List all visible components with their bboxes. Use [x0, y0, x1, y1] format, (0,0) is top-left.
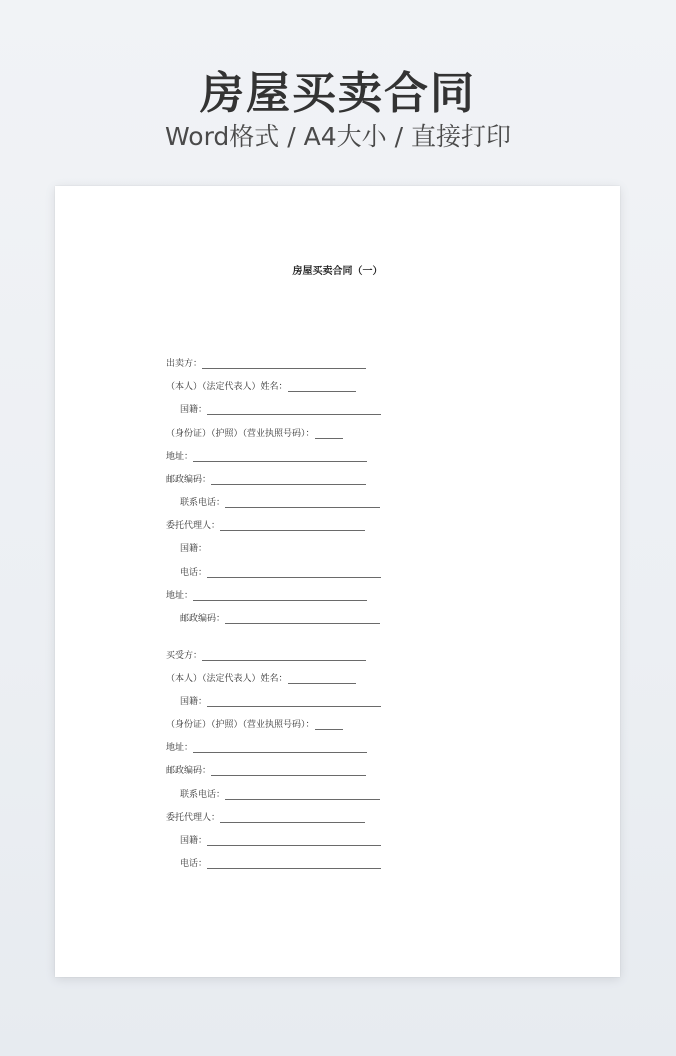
- buyer-agent-phone-blank: [207, 868, 381, 869]
- seller-row: [166, 356, 366, 370]
- seller-label: 出卖方：: [166, 359, 203, 369]
- seller-agent-nationality-row: [180, 541, 207, 555]
- seller-nationality-blank: [207, 414, 381, 415]
- seller-agent-postcode-row: [180, 611, 380, 625]
- seller-agent-address-blank: [193, 600, 367, 601]
- buyer-phone-label: 联系电话：: [180, 790, 226, 800]
- seller-phone-label: 联系电话：: [180, 498, 226, 508]
- seller-rep-name-blank: [288, 391, 356, 392]
- seller-address-blank: [193, 461, 367, 462]
- buyer-nationality-label: 国籍：: [180, 697, 208, 707]
- seller-id-blank: [315, 438, 343, 439]
- seller-agent-row: [166, 518, 365, 532]
- buyer-agent-phone-label: 电话：: [180, 859, 208, 869]
- seller-nationality-row: [180, 402, 381, 416]
- buyer-agent-blank: [220, 822, 365, 823]
- buyer-postcode-row: [166, 763, 366, 777]
- seller-agent-address-label: 地址：: [166, 591, 194, 601]
- seller-agent-phone-blank: [207, 577, 381, 578]
- buyer-postcode-label: 邮政编码：: [166, 766, 212, 776]
- buyer-agent-row: [166, 810, 365, 824]
- buyer-agent-nationality-row: [180, 833, 381, 847]
- document-page: [55, 186, 620, 977]
- buyer-address-row: [166, 740, 367, 754]
- seller-agent-phone-row: [180, 565, 381, 579]
- seller-agent-postcode-label: 邮政编码：: [180, 614, 226, 624]
- buyer-agent-nationality-blank: [207, 845, 381, 846]
- seller-id-label: （身份证）（护照）（营业执照号码）：: [166, 429, 315, 439]
- buyer-phone-blank: [225, 799, 380, 800]
- seller-address-row: [166, 449, 367, 463]
- buyer-rep-name-row: [166, 671, 356, 685]
- buyer-nationality-blank: [207, 706, 381, 707]
- seller-agent-nationality-label: 国籍：: [180, 544, 208, 554]
- seller-rep-name-row: [166, 379, 356, 393]
- seller-phone-blank: [225, 507, 380, 508]
- seller-agent-phone-label: 电话：: [180, 568, 208, 578]
- seller-blank: [202, 368, 366, 369]
- buyer-postcode-blank: [211, 775, 366, 776]
- buyer-id-label: （身份证）（护照）（营业执照号码）：: [166, 720, 315, 730]
- buyer-agent-nationality-label: 国籍：: [180, 836, 208, 846]
- seller-phone-row: [180, 495, 380, 509]
- seller-postcode-label: 邮政编码：: [166, 475, 212, 485]
- document-title: 房屋买卖合同（一）: [292, 266, 383, 277]
- buyer-rep-name-label: （本人）（法定代表人）姓名：: [166, 674, 288, 684]
- buyer-agent-phone-row: [180, 856, 381, 870]
- buyer-rep-name-blank: [288, 683, 356, 684]
- buyer-id-row: [166, 717, 343, 731]
- buyer-phone-row: [180, 787, 380, 801]
- promo-subtitle: Word格式 / A4大小 / 直接打印: [165, 122, 511, 151]
- seller-postcode-blank: [211, 484, 366, 485]
- buyer-address-label: 地址：: [166, 743, 194, 753]
- seller-agent-blank: [220, 530, 365, 531]
- buyer-nationality-row: [180, 694, 381, 708]
- seller-id-row: [166, 426, 343, 440]
- seller-nationality-label: 国籍：: [180, 405, 208, 415]
- buyer-id-blank: [315, 729, 343, 730]
- seller-agent-label: 委托代理人：: [166, 521, 221, 531]
- buyer-row: [166, 648, 366, 662]
- buyer-agent-label: 委托代理人：: [166, 813, 221, 823]
- buyer-label: 买受方：: [166, 651, 203, 661]
- promo-title: 房屋买卖合同: [200, 68, 476, 119]
- buyer-blank: [202, 660, 366, 661]
- seller-rep-name-label: （本人）（法定代表人）姓名：: [166, 382, 288, 392]
- seller-address-label: 地址：: [166, 452, 194, 462]
- seller-postcode-row: [166, 472, 366, 486]
- buyer-address-blank: [193, 752, 367, 753]
- seller-agent-address-row: [166, 588, 367, 602]
- seller-agent-postcode-blank: [225, 623, 380, 624]
